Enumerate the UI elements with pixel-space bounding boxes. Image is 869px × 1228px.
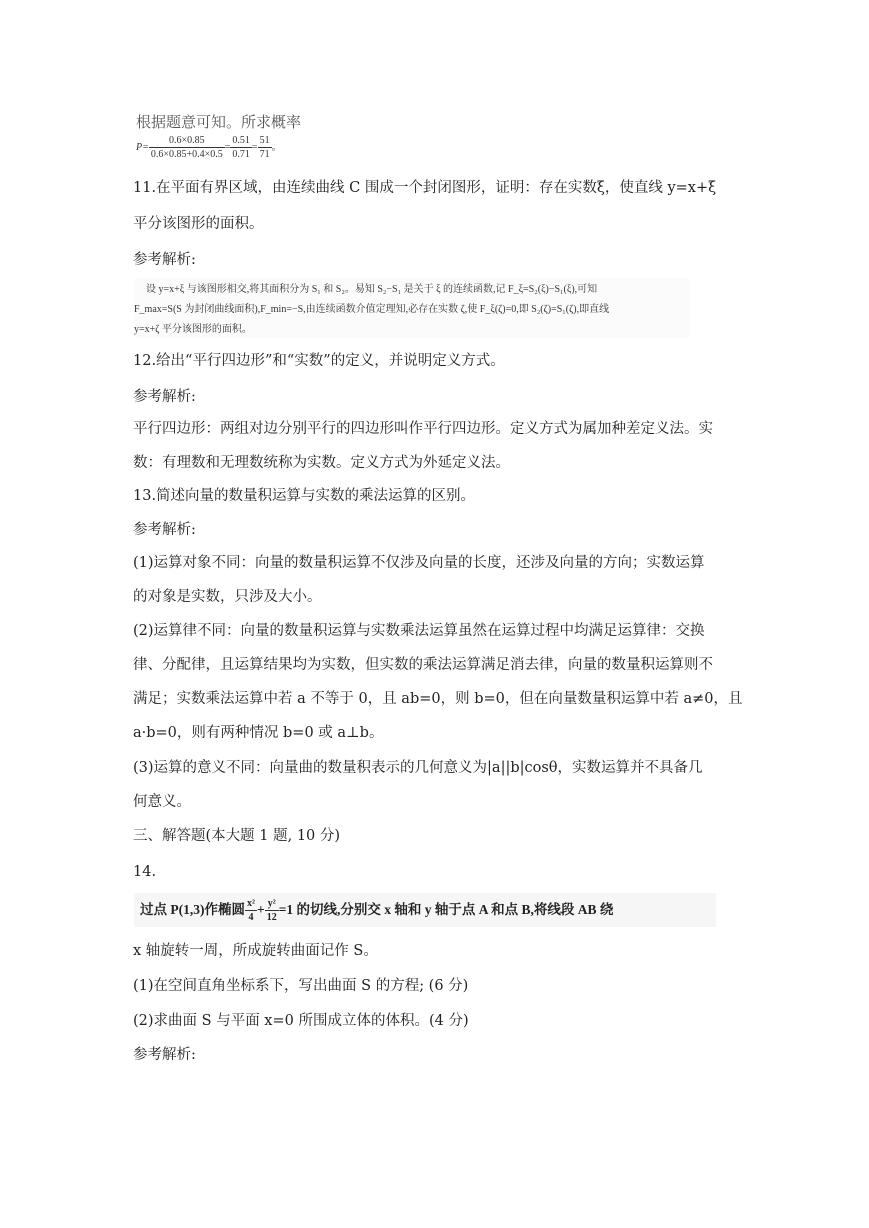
probability-formula: P= $\frac{0.6\times 0.85}{0.6\times 0.85+0.4\times 0.5}$ = $\frac{0.51}{0.71}$ = $\frac{51}{71}$ 。 [136, 135, 282, 160]
fraction-2: $\frac{0.51}{0.71}$ [232, 135, 250, 160]
q12-answer-2: 数：有理数和无理数统称为实数。定义方式为外延定义法。 [133, 455, 510, 471]
q11-img-line-3: y=x+ζ 平分该图形的面积。 [134, 324, 252, 335]
q13-line-1: 13.简述向量的数量积运算与实数的乘法运算的区别。 [133, 488, 476, 504]
fraction-1: $\frac{0.6\times 0.85}{0.6\times 0.85+0.4\times 0.5}$ [150, 135, 223, 160]
q13-ref-label: 参考解析: [133, 522, 196, 538]
q12-ref-label: 参考解析: [133, 389, 196, 405]
q12-line-1: 12.给出“平行四边形”和“实数”的定义，并说明定义方式。 [133, 353, 505, 369]
q13-p2-d: a·b=0，则有两种情况 b=0 或 a⊥b。 [133, 725, 384, 741]
q13-p3-b: 何意义。 [133, 794, 191, 810]
q13-p2-b: 律、分配律，且运算结果均为实数，但实数的乘法运算满足消去律，向量的数量积运算则不 [133, 657, 713, 673]
p-label: P= [136, 141, 149, 153]
q14-ref-label: 参考解析: [133, 1047, 196, 1063]
q14-number: 14. [133, 864, 157, 880]
y2-over-12: $\frac{\text{y²}}{12}$ [266, 898, 277, 924]
q12-answer-1: 平行四边形：两组对边分别平行的四边形叫作平行四边形。定义方式为属加种差定义法。实 [133, 421, 713, 437]
q11-line-1: 11.在平面有界区域，由连续曲线 C 围成一个封闭图形，证明：存在实数ξ，使直线 y=x+ξ [133, 180, 717, 196]
q14-line-2: x 轴旋转一周，所成旋转曲面记作 S。 [133, 943, 378, 959]
section-3-title: 三、解答题(本大题 1 题, 10 分) [133, 828, 341, 844]
x2-over-4: $\frac{\text{x²}}{4}$ [247, 898, 255, 924]
fraction-3: $\frac{51}{71}$ [259, 135, 270, 160]
q11-img-line-2: F_max=S(S 为封闭曲线面积),F_min=−S,由连续函数介值定理知,必存在实数 ζ,使 F_ξ(ζ)=0,即 S₂(ζ)=S₁(ζ),即直线 [134, 304, 610, 315]
q11-line-2: 平分该图形的面积。 [133, 216, 264, 232]
q11-answer-image [134, 278, 690, 338]
q14-problem-image [134, 893, 716, 927]
probability-heading: 根据题意可知。所求概率 [136, 113, 302, 131]
probability-image [136, 112, 356, 164]
q13-p3-a: (3)运算的意义不同：向量曲的数量积表示的几何意义为|a||b|cosθ，实数运算并不具备几 [133, 760, 703, 776]
q13-p2-c: 满足；实数乘法运算中若 a 不等于 0，且 ab=0，则 b=0，但在向量数量积运算中若 a≠0，且 [133, 691, 743, 707]
q11-ref-label: 参考解析: [133, 252, 196, 268]
q13-p2-a: (2)运算律不同：向量的数量积运算与实数乘法运算虽然在运算过程中均满足运算律：交换 [133, 623, 705, 639]
q11-img-line-1: 设 y=x+ξ 与该图形相交,将其面积分为 S₁ 和 S₂。易知 S₂−S₁ 是关于 ξ 的连续函数,记 F_ξ=S₂(ξ)−S₁(ξ),可知 [146, 284, 598, 295]
q13-p1-a: (1)运算对象不同：向量的数量积运算不仅涉及向量的长度，还涉及向量的方向；实数运算 [133, 555, 705, 571]
q14-part-1: (1)在空间直角坐标系下，写出曲面 S 的方程; (6 分) [133, 978, 469, 994]
q13-p1-b: 的对象是实数，只涉及大小。 [133, 589, 322, 605]
q14-image-text: 过点 P(1,3)作椭圆 $\frac{\text{x²}}{4}$ + $\frac{\text{y²}}{12}$ =1 的切线,分别交 x 轴和 y 轴于点 A 和点 B,将线段 AB 绕 [140, 898, 614, 924]
q14-part-2: (2)求曲面 S 与平面 x=0 所围成立体的体积。(4 分) [133, 1013, 469, 1029]
